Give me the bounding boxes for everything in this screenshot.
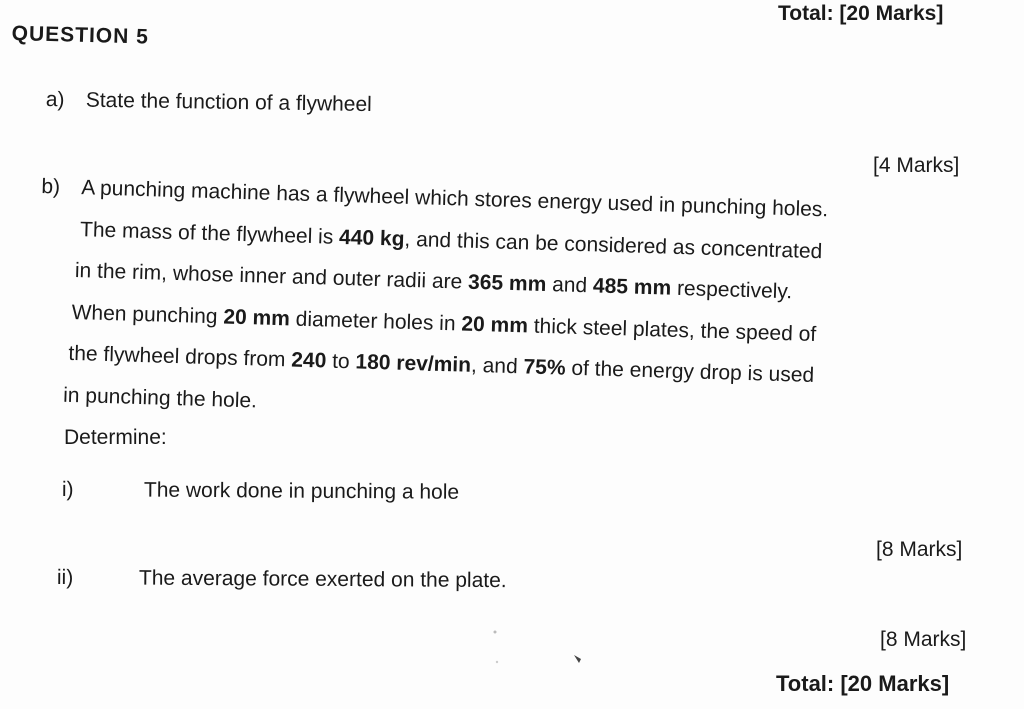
inner-radius: 365 mm bbox=[467, 270, 547, 297]
total-marks-footer: Total: [20 Marks] bbox=[776, 671, 950, 696]
speed-to: 180 rev/min bbox=[355, 350, 472, 377]
sub-i-text: The work done in punching a hole bbox=[143, 478, 460, 504]
speck bbox=[496, 661, 498, 663]
text-fragment: to bbox=[325, 349, 356, 374]
text-fragment: the flywheel drops from bbox=[68, 341, 292, 372]
text-fragment: The mass of the flywheel is bbox=[79, 217, 340, 249]
outer-radius: 485 mm bbox=[592, 274, 672, 300]
part-a-label: a) bbox=[45, 88, 65, 112]
text-fragment: diameter holes in bbox=[289, 306, 462, 336]
text-fragment: and bbox=[545, 273, 594, 298]
text-fragment: , and bbox=[470, 353, 524, 379]
sub-ii-label: ii) bbox=[56, 566, 74, 590]
text-fragment: , and this can be considered as concentrated bbox=[404, 227, 823, 263]
flywheel-mass: 440 kg bbox=[338, 225, 405, 251]
speck bbox=[494, 631, 497, 634]
text-fragment: in the rim, whose inner and outer radii are bbox=[74, 259, 469, 294]
text-fragment: respectively. bbox=[670, 276, 793, 304]
text-fragment: thick steel plates, the speed of bbox=[527, 313, 817, 346]
sub-i-label: i) bbox=[61, 478, 74, 502]
plate-thickness: 20 mm bbox=[461, 312, 529, 337]
sub-ii-text: The average force exerted on the plate. bbox=[138, 566, 507, 593]
part-a-marks: [4 Marks] bbox=[873, 154, 960, 177]
part-b-label: b) bbox=[41, 174, 61, 199]
question-title: QUESTION 5 bbox=[11, 22, 150, 49]
hole-diameter: 20 mm bbox=[223, 304, 291, 330]
determine-label: Determine: bbox=[64, 426, 167, 449]
text-fragment: of the energy drop is used bbox=[565, 356, 815, 387]
sub-ii-marks: [8 Marks] bbox=[880, 628, 967, 651]
speck bbox=[574, 655, 581, 663]
speed-from: 240 bbox=[290, 348, 327, 373]
part-a-text: State the function of a flywheel bbox=[85, 88, 372, 117]
text-fragment: When punching bbox=[71, 300, 224, 328]
energy-percent: 75% bbox=[523, 355, 566, 380]
part-b-line-6: in punching the hole. bbox=[62, 383, 258, 412]
total-marks-header: Total: [20 Marks] bbox=[778, 2, 944, 25]
part-b-line-1: A punching machine has a flywheel which stores energy used in punching holes. bbox=[81, 176, 829, 222]
sub-i-marks: [8 Marks] bbox=[876, 538, 963, 561]
